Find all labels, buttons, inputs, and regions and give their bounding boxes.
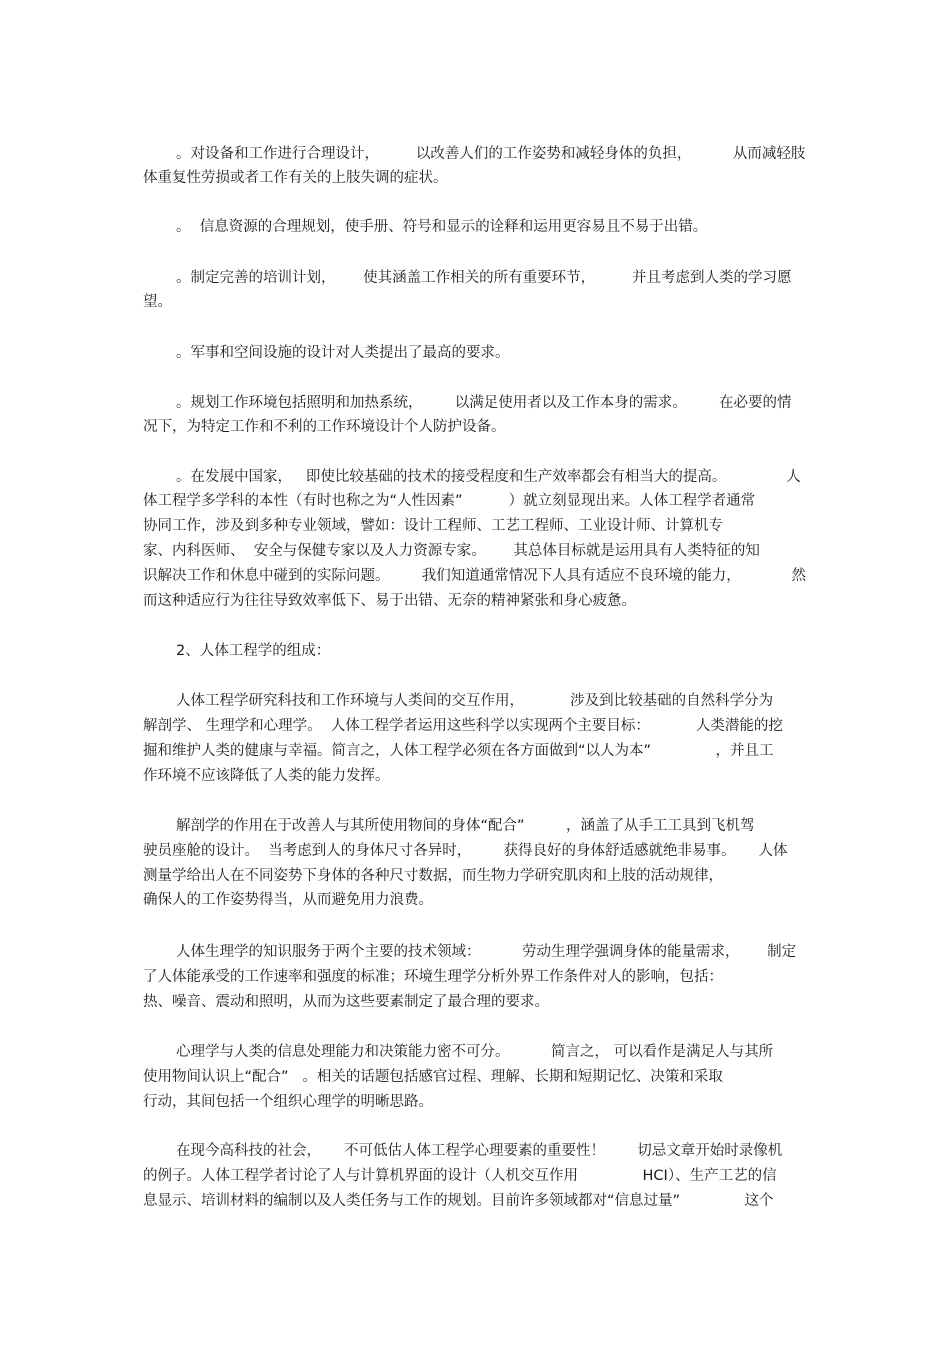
text-line: 体重复性劳损或者工作有关的上肢失调的症状。 [143,170,448,186]
text-line: 确保人的工作姿势得当，从而避免用力浪费。 [143,892,433,908]
text-line: 解剖学的作用在于改善人与其所使用物间的身体“配合” ，涵盖了从手工工具到飞机驾 [176,818,755,834]
text-line: 。制定完善的培训计划， 使其涵盖工作相关的所有重要环节， 并且考虑到人类的学习愿 [176,270,792,286]
section-heading-text: 2、人体工程学的组成： [176,643,331,659]
text-line: 掘和维护人类的健康与幸福。简言之，人体工程学必须在各方面做到“以人为本” ，并且工 [143,743,774,759]
text-line: 息显示、培训材料的编制以及人类任务与工作的规划。目前许多领域都对“信息过量” 这个 [143,1193,774,1209]
text-line: 热、噪音、震动和照明，从而为这些要素制定了最合理的要求。 [143,994,549,1010]
text-line: 作环境不应该降低了人类的能力发挥。 [143,768,390,784]
text-line: 驶员座舱的设计。 当考虑到人的身体尺寸各异时， 获得良好的身体舒适感就绝非易事。 人体 [143,843,788,859]
text-line: 人体工程学研究科技和工作环境与人类间的交互作用， 涉及到比较基础的自然科学分为 [176,693,774,709]
text-line: 望。 [143,294,172,310]
text-line: 而这种适应行为往往导致效率低下、易于出错、无奈的精神紧张和身心疲惫。 [143,593,636,609]
text-line: 协同工作，涉及到多种专业领域，譬如：设计工程师、工艺工程师、工业设计师、计算机专 [143,518,723,534]
text-line: 。在发展中国家， 即使比较基础的技术的接受程度和生产效率都会有相当大的提高。 人 [176,469,801,485]
text-line: 。对设备和工作进行合理设计， 以改善人们的工作姿势和减轻身体的负担， 从而减轻肢 [176,146,806,162]
text-line: 解剖学、 生理学和心理学。 人体工程学者运用这些科学以实现两个主要目标： 人类潜能的挖 [143,718,783,734]
text-line: 家、内科医师、 安全与保健专家以及人力资源专家。 其总体目标就是运用具有人类特征的知 [143,543,760,559]
text-line: 。军事和空间设施的设计对人类提出了最高的要求。 [176,345,510,361]
text-line: 。规划工作环境包括照明和加热系统， 以满足使用者以及工作本身的需求。 在必要的情 [176,395,792,411]
text-line: 心理学与人类的信息处理能力和决策能力密不可分。 简言之， 可以看作是满足人与其所 [176,1044,774,1060]
text-line: 识解决工作和休息中碰到的实际问题。 我们知道通常情况下人具有适应不良环境的能力， 然 [143,568,806,584]
text-line: 使用物间认识上“配合” 。相关的话题包括感官过程、理解、长期和短期记忆、决策和采取 [143,1069,723,1085]
text-line: 人体生理学的知识服务于两个主要的技术领域： 劳动生理学强调身体的能量需求， 制定 [176,944,797,960]
text-line: 了人体能承受的工作速率和强度的标准；环境生理学分析外界工作条件对人的影响，包括： [143,969,723,985]
text-line: 况下，为特定工作和不利的工作环境设计个人防护设备。 [143,419,506,435]
text-line: 体工程学多学科的本性（有时也称之为“人性因素” ）就立刻显现出来。人体工程学者通常 [143,493,756,509]
text-line: 在现今高科技的社会， 不可低估人体工程学心理要素的重要性！ 切忌文章开始时录像机 [176,1143,783,1159]
text-line: 的例子。人体工程学者讨论了人与计算机界面的设计（人机交互作用 HCI）、生产工艺的信 [143,1168,777,1184]
text-line: 。 信息资源的合理规划，使手册、符号和显示的诠释和运用更容易且不易于出错。 [176,219,708,235]
text-line: 测量学给出人在不同姿势下身体的各种尺寸数据，而生物力学研究肌肉和上肢的活动规律， [143,868,723,884]
text-line: 行动，其间包括一个组织心理学的明晰思路。 [143,1094,433,1110]
